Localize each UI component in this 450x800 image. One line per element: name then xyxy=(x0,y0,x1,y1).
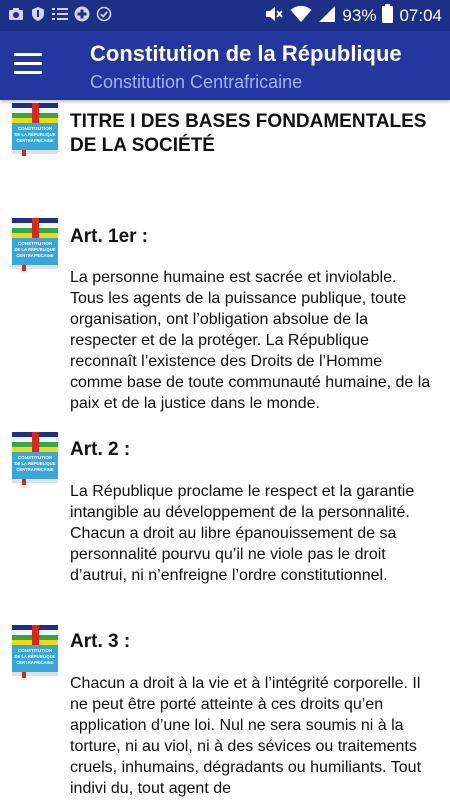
section-body: Chacun a droit à la vie et à l’intégrité corporelle. Il ne peut être porté atteinte à ces droits qu’en application d’une loi. Nul ne sera soumis ni à la torture, ni au viol, ni à des sévices ou traitements cruels, inhumains, dégradants ou humiliants. Tout indivi du, tout agent de xyxy=(70,675,422,797)
wifi-icon xyxy=(290,5,312,28)
mute-icon xyxy=(264,5,284,28)
svg-text:CONSTITUTION: CONSTITUTION xyxy=(17,241,53,246)
svg-text:DE LA RÉPUBLIQUE: DE LA RÉPUBLIQUE xyxy=(14,461,56,466)
clock: 07:04 xyxy=(399,6,442,25)
constitution-book-icon xyxy=(10,218,60,271)
shield-icon xyxy=(30,6,46,22)
svg-text:CENTRAFRICAINE: CENTRAFRICAINE xyxy=(16,467,54,472)
section-title: Art. 3 : xyxy=(70,631,131,652)
svg-text:CONSTITUTION: CONSTITUTION xyxy=(17,126,53,131)
status-bar xyxy=(0,0,450,31)
check-circle-icon xyxy=(96,6,112,22)
svg-text:CENTRAFRICAINE: CENTRAFRICAINE xyxy=(16,138,54,143)
notification-icons xyxy=(8,6,112,22)
signal-icon xyxy=(318,5,336,28)
app-title: Constitution de la République xyxy=(90,41,402,66)
section-title: Art. 2 : xyxy=(70,439,131,460)
svg-text:DE LA RÉPUBLIQUE: DE LA RÉPUBLIQUE xyxy=(14,132,56,137)
app-bar xyxy=(0,31,450,100)
plus-box-icon xyxy=(74,6,90,22)
svg-text:DE LA RÉPUBLIQUE: DE LA RÉPUBLIQUE xyxy=(14,654,56,659)
app-subtitle: Constitution Centrafricaine xyxy=(90,72,303,92)
constitution-book-icon xyxy=(10,432,60,485)
section-title: Art. 1er : xyxy=(70,226,149,247)
camera-icon xyxy=(8,6,24,22)
constitution-content[interactable] xyxy=(0,100,450,800)
section-body: La personne humaine est sacrée et inviolable. Tous les agents de la puissance publique, toute organisation, ont l’obligation absolue de la respecter et de la protéger. La République reconnaît l’existence des Droits de l’Homme comme base de toute communauté humaine, de la paix et de la justice dans le monde. xyxy=(70,269,431,412)
svg-text:CENTRAFRICAINE: CENTRAFRICAINE xyxy=(16,253,54,258)
section-body: La République proclame le respect et la garantie intangible au développement de la personnalité. Chacun a droit au libre épanouissement de sa personnalité pourvu qu’il ne viole pas le droit d’autrui, ni n’enfreigne l’ordre constitutionnel. xyxy=(70,483,415,584)
svg-text:CENTRAFRICAINE: CENTRAFRICAINE xyxy=(16,660,54,665)
system-status xyxy=(264,4,442,28)
constitution-book-icon xyxy=(10,625,60,678)
checklist-icon xyxy=(52,6,68,22)
battery-icon xyxy=(382,4,393,28)
svg-text:CONSTITUTION: CONSTITUTION xyxy=(17,648,53,653)
svg-text:CONSTITUTION: CONSTITUTION xyxy=(17,455,53,460)
battery-percent: 93% xyxy=(342,6,377,25)
constitution-book-icon xyxy=(10,103,60,156)
hamburger-menu-icon[interactable] xyxy=(14,53,42,77)
section-title: TITRE I DES BASES FONDAMENTALES DE LA SOCIÉTÉ xyxy=(70,111,427,156)
svg-text:DE LA RÉPUBLIQUE: DE LA RÉPUBLIQUE xyxy=(14,247,56,252)
